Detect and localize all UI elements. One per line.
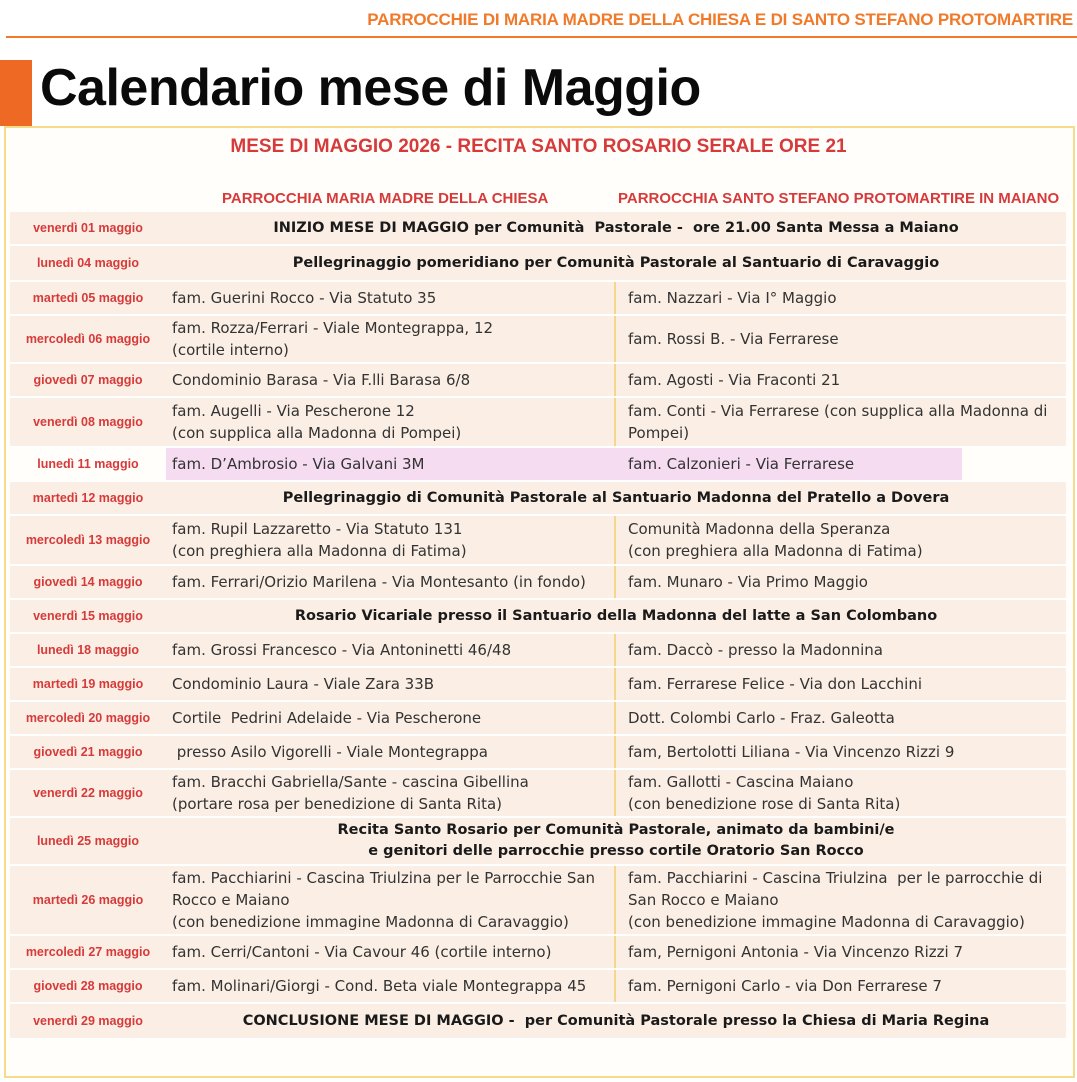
column-header-santo-stefano: PARROCCHIA SANTO STEFANO PROTOMARTIRE IN MAIANO: [618, 190, 1060, 207]
table-row: [10, 482, 1066, 516]
table-row: [10, 1004, 1066, 1040]
maria-madre-location-cell: [166, 364, 616, 396]
santo-stefano-location-cell: [616, 668, 1066, 700]
header-divider: [6, 36, 1077, 38]
maria-madre-location-cell: [166, 736, 616, 768]
table-row: [10, 936, 1066, 970]
community-event-cell: [166, 818, 1066, 864]
cell-line: (cortile interno): [172, 341, 289, 359]
cell-line: fam. Ferrarese Felice - Via don Lacchini: [628, 675, 923, 693]
cell-line: (con benedizione immagine Madonna di Caravaggio): [172, 913, 569, 931]
row-date: lunedì 18 maggio: [36, 643, 140, 657]
cell-line: fam. Pacchiarini - Cascina Triulzina per le Parrocchie San: [172, 869, 596, 887]
santo-stefano-location-cell: [616, 736, 1066, 768]
maria-madre-location-cell: [166, 668, 616, 700]
santo-stefano-location-cell: [616, 970, 1066, 1002]
maria-madre-location-cell: [166, 398, 616, 446]
cell-line: Pellegrinaggio di Comunità Pastorale al Santuario Madonna del Pratello a Dovera: [282, 489, 950, 506]
row-date: mercoledì 06 maggio: [25, 332, 151, 346]
maria-madre-location-cell: [166, 866, 616, 934]
cell-line: fam. Rozza/Ferrari - Viale Montegrappa, 12: [172, 319, 494, 337]
title-accent-block: [0, 60, 32, 126]
cell-line: fam. Cerri/Cantoni - Via Cavour 46 (cortile interno): [172, 943, 552, 961]
row-date: martedì 19 maggio: [32, 677, 144, 691]
row-date: mercoledì 20 maggio: [25, 711, 151, 725]
cell-line: (con benedizione rose di Santa Rita): [628, 795, 901, 813]
table-row: [10, 364, 1066, 398]
cell-line: presso Asilo Vigorelli - Viale Montegrappa: [172, 743, 488, 761]
santo-stefano-location-cell: [616, 702, 1066, 734]
community-event-cell: [166, 482, 1066, 514]
santo-stefano-location-cell: [616, 282, 1066, 314]
cell-line: Rocco e Maiano: [172, 891, 290, 909]
maria-madre-location-cell: [166, 936, 616, 968]
community-event-cell: [166, 212, 1066, 244]
column-header-maria-madre: PARROCCHIA MARIA MADRE DELLA CHIESA: [222, 190, 549, 207]
maria-madre-location-cell: [166, 770, 616, 816]
cell-line: Comunità Madonna della Speranza: [628, 520, 891, 538]
table-row: [10, 600, 1066, 634]
row-date: giovedì 14 maggio: [33, 575, 143, 589]
cell-line: fam. Grossi Francesco - Via Antoninetti 46/48: [172, 641, 512, 659]
cell-line: fam. Agosti - Via Fraconti 21: [628, 371, 841, 389]
cell-line: fam. Gallotti - Cascina Maiano: [628, 773, 854, 791]
cell-line: e genitori delle parrocchie presso cortile Oratorio San Rocco: [368, 843, 864, 859]
row-date: lunedì 25 maggio: [36, 834, 140, 848]
row-date: lunedì 11 maggio: [37, 457, 139, 471]
community-event-cell: [166, 600, 1066, 632]
cell-line: fam. Augelli - Via Pescherone 12: [172, 402, 415, 420]
cell-line: Cortile Pedrini Adelaide - Via Pescherone: [172, 709, 482, 727]
maria-madre-location-cell: [166, 566, 616, 598]
row-date: mercoledì 27 maggio: [25, 945, 151, 959]
table-row: [10, 634, 1066, 668]
santo-stefano-location-cell: [616, 364, 1066, 396]
table-row: [10, 770, 1066, 818]
cell-line: (con preghiera alla Madonna di Fatima): [172, 542, 467, 560]
cell-line: Rosario Vicariale presso il Santuario della Madonna del latte a San Colombano: [294, 607, 938, 624]
table-row: [10, 398, 1066, 448]
row-date: giovedì 07 maggio: [33, 373, 143, 387]
cell-line: INIZIO MESE DI MAGGIO per Comunità Pastorale - ore 21.00 Santa Messa a Maiano: [273, 219, 959, 236]
santo-stefano-location-cell: [616, 566, 1066, 598]
santo-stefano-location-cell: [616, 866, 1066, 934]
cell-line: fam. Calzonieri - Via Ferrarese: [628, 455, 855, 473]
row-date: giovedì 28 maggio: [33, 979, 143, 993]
cell-line: (con preghiera alla Madonna di Fatima): [628, 542, 923, 560]
header-bar: [0, 0, 1077, 40]
cell-line: fam, Bertolotti Liliana - Via Vincenzo Rizzi 9: [628, 743, 955, 761]
cell-line: San Rocco e Maiano: [628, 891, 779, 909]
calendar-subtitle: MESE DI MAGGIO 2026 - RECITA SANTO ROSARIO SERALE ORE 21: [230, 136, 847, 157]
cell-line: (con benedizione immagine Madonna di Caravaggio): [628, 913, 1025, 931]
row-date: martedì 12 maggio: [32, 491, 144, 505]
row-date: martedì 05 maggio: [32, 291, 144, 305]
community-event-cell: [166, 246, 1066, 280]
table-row: [10, 736, 1066, 770]
table-row: [10, 516, 1066, 566]
table-row: [10, 566, 1066, 600]
maria-madre-location-cell: [166, 634, 616, 666]
community-event-cell: [166, 1004, 1066, 1038]
maria-madre-location-cell: [166, 516, 616, 564]
maria-madre-location-cell: [166, 448, 616, 480]
calendar-table: [10, 212, 1066, 1040]
cell-line: Dott. Colombi Carlo - Fraz. Galeotta: [628, 709, 895, 727]
table-row: [10, 316, 1066, 364]
santo-stefano-location-cell: [616, 634, 1066, 666]
santo-stefano-location-cell: [616, 770, 1066, 816]
cell-line: (portare rosa per benedizione di Santa Rita): [172, 795, 503, 813]
row-date: venerdì 22 maggio: [33, 786, 143, 800]
row-date: giovedì 21 maggio: [33, 745, 143, 759]
table-row: [10, 212, 1066, 246]
table-row: [10, 282, 1066, 316]
santo-stefano-location-cell: [616, 398, 1066, 446]
cell-line: (con supplica alla Madonna di Pompei): [172, 424, 462, 442]
maria-madre-location-cell: [166, 702, 616, 734]
row-date: venerdì 01 maggio: [33, 221, 143, 235]
santo-stefano-location-cell: [616, 448, 962, 480]
santo-stefano-location-cell: [616, 316, 1066, 362]
cell-line: fam. Rossi B. - Via Ferrarese: [628, 330, 839, 348]
cell-line: Condominio Laura - Viale Zara 33B: [172, 675, 435, 693]
cell-line: fam. Conti - Via Ferrarese (con supplica alla Madonna di: [628, 402, 1048, 420]
cell-line: fam. Pacchiarini - Cascina Triulzina per le parrocchie di: [628, 869, 1043, 887]
cell-line: fam. Guerini Rocco - Via Statuto 35: [172, 289, 437, 307]
table-row: [10, 866, 1066, 936]
row-date: lunedì 04 maggio: [36, 256, 140, 270]
santo-stefano-location-cell: [616, 936, 1066, 968]
maria-madre-location-cell: [166, 282, 616, 314]
santo-stefano-location-cell: [616, 516, 1066, 564]
table-row: [10, 668, 1066, 702]
table-row: [10, 702, 1066, 736]
table-row: [10, 818, 1066, 866]
cell-line: Pompei): [628, 424, 690, 442]
row-date: venerdì 29 maggio: [33, 1014, 143, 1028]
page-title: Calendario mese di Maggio: [40, 59, 701, 117]
cell-line: fam. Nazzari - Via I° Maggio: [628, 289, 837, 307]
parish-header-title: PARROCCHIE DI MARIA MADRE DELLA CHIESA E DI SANTO STEFANO PROTOMARTIRE: [367, 10, 1073, 29]
cell-line: fam. D’Ambrosio - Via Galvani 3M: [172, 455, 425, 473]
row-date: mercoledì 13 maggio: [25, 533, 151, 547]
cell-line: fam. Ferrari/Orizio Marilena - Via Montesanto (in fondo): [172, 573, 586, 591]
maria-madre-location-cell: [166, 316, 616, 362]
cell-line: Recita Santo Rosario per Comunità Pastorale, animato da bambini/e: [337, 822, 895, 838]
cell-line: Pellegrinaggio pomeridiano per Comunità Pastorale al Santuario di Caravaggio: [292, 254, 940, 271]
cell-line: fam. Pernigoni Carlo - via Don Ferrarese 7: [628, 977, 942, 995]
table-row: [10, 246, 1066, 282]
maria-madre-location-cell: [166, 970, 616, 1002]
table-row: [10, 970, 1066, 1004]
table-row: [10, 448, 1066, 482]
cell-line: CONCLUSIONE MESE DI MAGGIO - per Comunità Pastorale presso la Chiesa di Maria Regina: [242, 1012, 990, 1029]
row-date: martedì 26 maggio: [32, 893, 144, 907]
cell-line: fam. Molinari/Giorgi - Cond. Beta viale Montegrappa 45: [172, 977, 587, 995]
cell-line: fam, Pernigoni Antonia - Via Vincenzo Rizzi 7: [628, 943, 964, 961]
row-date: venerdì 08 maggio: [33, 415, 143, 429]
cell-line: fam. Bracchi Gabriella/Sante - cascina Gibellina: [172, 773, 529, 791]
cell-line: Condominio Barasa - Via F.lli Barasa 6/8: [172, 371, 471, 389]
cell-line: fam. Rupil Lazzaretto - Via Statuto 131: [172, 520, 463, 538]
cell-line: fam. Munaro - Via Primo Maggio: [628, 573, 868, 591]
row-date: venerdì 15 maggio: [33, 609, 143, 623]
cell-line: fam. Daccò - presso la Madonnina: [628, 641, 883, 659]
